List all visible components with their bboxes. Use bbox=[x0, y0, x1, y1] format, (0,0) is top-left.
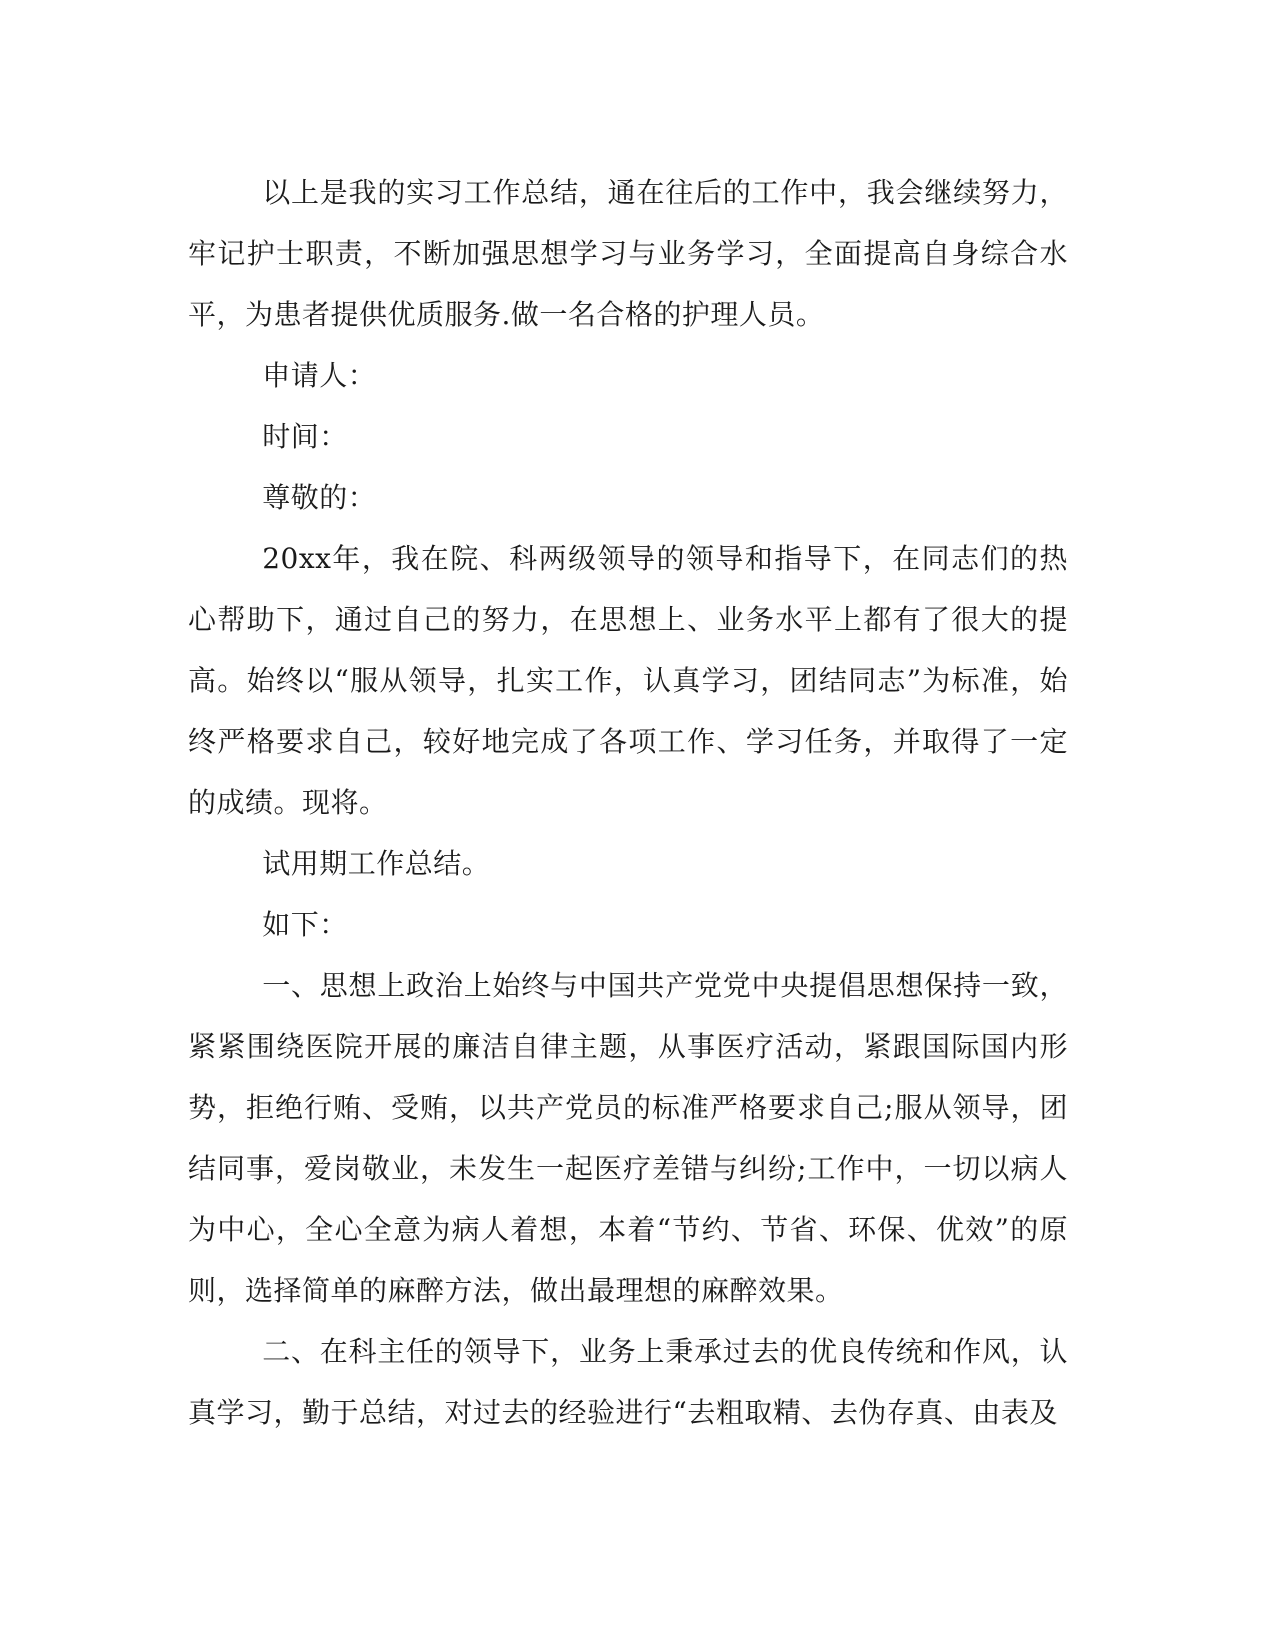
paragraph-probation-title: 试用期工作总结。 bbox=[262, 847, 491, 880]
paragraph-salutation: 尊敬的： bbox=[262, 481, 377, 514]
paragraph-applicant: 申请人： bbox=[262, 359, 377, 392]
paragraph-internship-summary: 以上是我的实习工作总结，通在往后的工作中，我会继续努力，牢记护士职责，不断加强思想学习与业务学习，全面提高自身综合水平，为患者提供优质服务.做一名合格的护理人员。 bbox=[188, 176, 1068, 331]
paragraph-year-review: 20xx年，我在院、科两级领导的领导和指导下，在同志们的热心帮助下，通过自己的努力，在思想上、业务水平上都有了很大的提高。始终以“服从领导，扎实工作，认真学习，团结同志”为标准，始终严格要求自己，较好地完成了各项工作、学习任务，并取得了一定的成绩。现将。 bbox=[188, 542, 1068, 819]
paragraph-time: 时间： bbox=[262, 420, 348, 453]
paragraph-as-follows: 如下： bbox=[262, 908, 348, 941]
document-body bbox=[188, 162, 1068, 1443]
paragraph-section-one: 一、思想上政治上始终与中国共产党党中央提倡思想保持一致，紧紧围绕医院开展的廉洁自律主题，从事医疗活动，紧跟国际国内形势，拒绝行贿、受贿，以共产党员的标准严格要求自己;服从领导，团结同事，爱岗敬业，未发生一起医疗差错与纠纷;工作中，一切以病人为中心，全心全意为病人着想，本着“节约、节省、环保、优效”的原则，选择简单的麻醉方法，做出最理想的麻醉效果。 bbox=[188, 969, 1068, 1307]
paragraph-section-two: 二、在科主任的领导下，业务上秉承过去的优良传统和作风，认真学习，勤于总结，对过去的经验进行“去粗取精、去伪存真、由表及 bbox=[188, 1335, 1068, 1429]
